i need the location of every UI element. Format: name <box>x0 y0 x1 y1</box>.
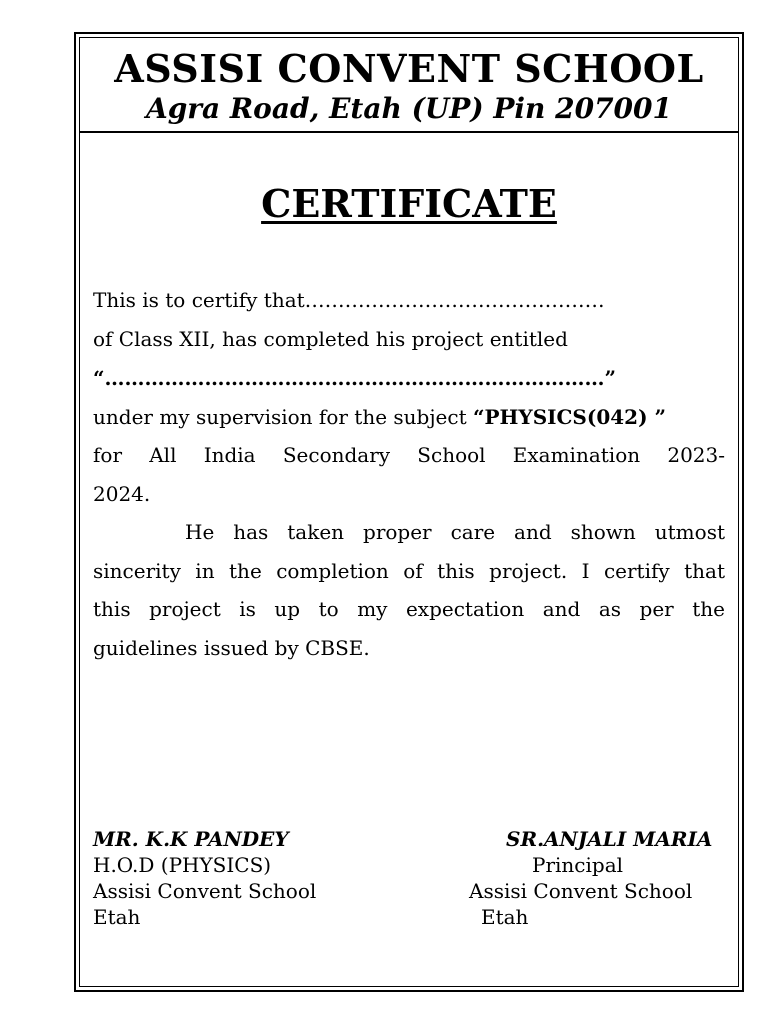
subject-name: “PHYSICS(042) ” <box>472 405 667 429</box>
hod-designation: H.O.D (PHYSICS) <box>93 853 272 877</box>
body-line-6: 2024. <box>93 482 151 506</box>
hod-city: Etah <box>93 905 141 929</box>
school-address: Agra Road, Etah (UP) Pin 207001 <box>145 92 673 125</box>
para2-line-4: guidelines issued by CBSE. <box>93 636 370 660</box>
principal-city: Etah <box>481 905 529 929</box>
project-title-blank: “…………………………………………………………………” <box>93 366 617 390</box>
body-line-5: for All India Secondary School Examination 2023- <box>93 443 725 467</box>
header-divider <box>79 131 739 133</box>
hod-school: Assisi Convent School <box>93 879 317 903</box>
para2-line-3: this project is up to my expectation and as per the <box>93 597 725 621</box>
principal-name: SR.ANJALI MARIA <box>506 827 713 851</box>
body-line-1: This is to certify that……………………………………… <box>93 288 605 312</box>
body-line-2: of Class XII, has completed his project entitled <box>93 327 568 351</box>
body-line-4 <box>93 403 725 431</box>
school-name: ASSISI CONVENT SCHOOL <box>114 46 704 91</box>
subject-prefix: under my supervision for the subject <box>93 405 473 429</box>
principal-school: Assisi Convent School <box>469 879 693 903</box>
hod-name: MR. K.K PANDEY <box>93 827 289 851</box>
certificate-title: CERTIFICATE <box>261 181 557 226</box>
principal-designation: Principal <box>532 853 624 877</box>
para2-line-1: He has taken proper care and shown utmost <box>185 520 725 544</box>
para2-line-2: sincerity in the completion of this project. I certify that <box>93 559 725 583</box>
